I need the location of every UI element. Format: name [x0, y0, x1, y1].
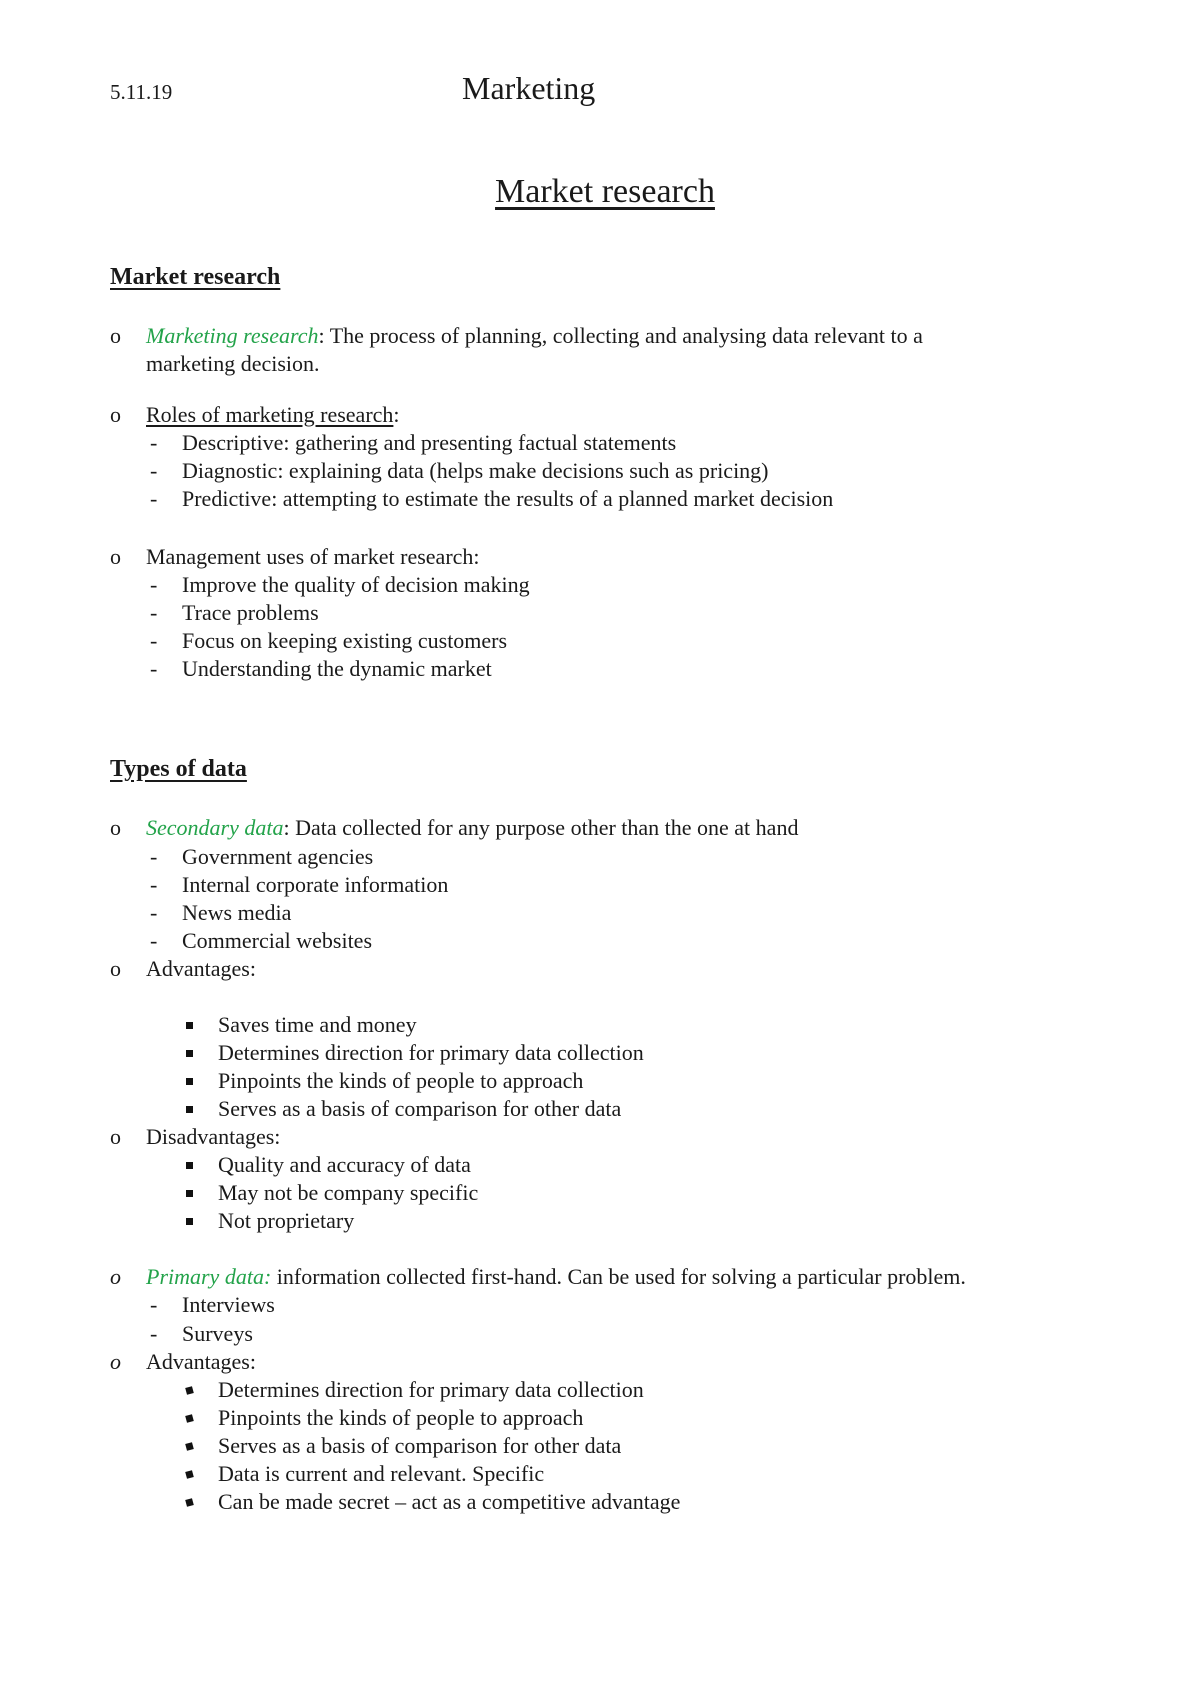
term-primary-data: Primary data:	[146, 1264, 272, 1289]
list-item: Diagnostic: explaining data (helps make decisions such as pricing)	[182, 458, 769, 483]
list-item: Improve the quality of decision making	[182, 572, 530, 597]
document-subject: Marketing	[462, 70, 596, 106]
list-item: Trace problems	[182, 600, 319, 625]
bullet-circle-marker: o	[110, 815, 121, 840]
management-uses-label: Management uses of market research:	[146, 544, 480, 569]
section-heading-types-of-data: Types of data	[110, 756, 247, 782]
square-bullet-icon	[186, 1022, 193, 1029]
definition-line	[146, 322, 923, 350]
term-secondary-data: Secondary data	[146, 815, 284, 840]
list-item: Interviews	[182, 1292, 275, 1317]
bullet-circle-marker: o	[110, 956, 121, 981]
bullet-circle-marker: o	[110, 544, 121, 569]
section-heading-market-research: Market research	[110, 264, 281, 290]
list-item: Descriptive: gathering and presenting factual statements	[182, 430, 677, 455]
dash-marker: -	[150, 872, 158, 897]
dash-marker: -	[150, 486, 158, 511]
definition-text: : The process of planning, collecting and analysing data relevant to a	[318, 323, 923, 348]
list-item: Determines direction for primary data collection	[218, 1040, 644, 1065]
primary-data-text: information collected first-hand. Can be used for solving a particular problem.	[271, 1264, 966, 1289]
bullet-circle-marker: o	[110, 1124, 121, 1149]
list-item: Internal corporate information	[182, 872, 449, 897]
list-item: News media	[182, 900, 292, 925]
list-item: Pinpoints the kinds of people to approach	[218, 1068, 584, 1093]
list-item: Understanding the dynamic market	[182, 656, 492, 681]
square-bullet-icon	[186, 1106, 193, 1113]
dash-marker: -	[150, 928, 158, 953]
square-bullet-icon	[185, 1470, 194, 1479]
roles-colon: :	[393, 402, 400, 427]
list-item: Predictive: attempting to estimate the results of a planned market decision	[182, 486, 834, 511]
dash-marker: -	[150, 600, 158, 625]
square-bullet-icon	[185, 1386, 194, 1395]
dash-marker: -	[150, 1292, 158, 1317]
roles-label: Roles of marketing research	[146, 402, 394, 427]
list-item: Serves as a basis of comparison for other data	[218, 1096, 622, 1121]
square-bullet-icon	[186, 1218, 193, 1225]
definition-line-continued: marketing decision.	[146, 351, 320, 376]
secondary-data-text: : Data collected for any purpose other than the one at hand	[283, 815, 799, 840]
list-item: Government agencies	[182, 844, 374, 869]
square-bullet-icon	[186, 1162, 193, 1169]
bullet-circle-marker: o	[110, 323, 121, 348]
square-bullet-icon	[186, 1190, 193, 1197]
dash-marker: -	[150, 628, 158, 653]
bullet-circle-marker: o	[110, 1264, 121, 1289]
bullet-circle-marker: o	[110, 1349, 121, 1374]
list-item: Pinpoints the kinds of people to approach	[218, 1405, 584, 1430]
dash-marker: -	[150, 1321, 158, 1346]
list-item: Saves time and money	[218, 1012, 417, 1037]
document-date: 5.11.19	[110, 80, 173, 104]
list-item: Focus on keeping existing customers	[182, 628, 508, 653]
page-title: Market research	[495, 173, 715, 210]
square-bullet-icon	[185, 1442, 194, 1451]
square-bullet-icon	[185, 1498, 194, 1507]
dash-marker: -	[150, 572, 158, 597]
disadvantages-label: Disadvantages:	[146, 1124, 281, 1149]
primary-data-line	[146, 1263, 966, 1291]
list-item: Quality and accuracy of data	[218, 1152, 471, 1177]
dash-marker: -	[150, 900, 158, 925]
list-item: Commercial websites	[182, 928, 373, 953]
list-item: Can be made secret – act as a competitive advantage	[218, 1489, 681, 1514]
list-item: Determines direction for primary data collection	[218, 1377, 644, 1402]
list-item: May not be company specific	[218, 1180, 479, 1205]
advantages-label: Advantages:	[146, 1349, 256, 1374]
square-bullet-icon	[186, 1050, 193, 1057]
square-bullet-icon	[185, 1414, 194, 1423]
dash-marker: -	[150, 844, 158, 869]
list-item: Data is current and relevant. Specific	[218, 1461, 545, 1486]
list-item: Surveys	[182, 1321, 253, 1346]
list-item: Serves as a basis of comparison for other data	[218, 1433, 622, 1458]
roles-label-line	[146, 401, 400, 429]
bullet-circle-marker: o	[110, 402, 121, 427]
dash-marker: -	[150, 430, 158, 455]
term-marketing-research: Marketing research	[146, 323, 319, 348]
advantages-label: Advantages:	[146, 956, 256, 981]
list-item: Not proprietary	[218, 1208, 355, 1233]
secondary-data-line	[146, 814, 798, 842]
dash-marker: -	[150, 458, 158, 483]
square-bullet-icon	[186, 1078, 193, 1085]
dash-marker: -	[150, 656, 158, 681]
